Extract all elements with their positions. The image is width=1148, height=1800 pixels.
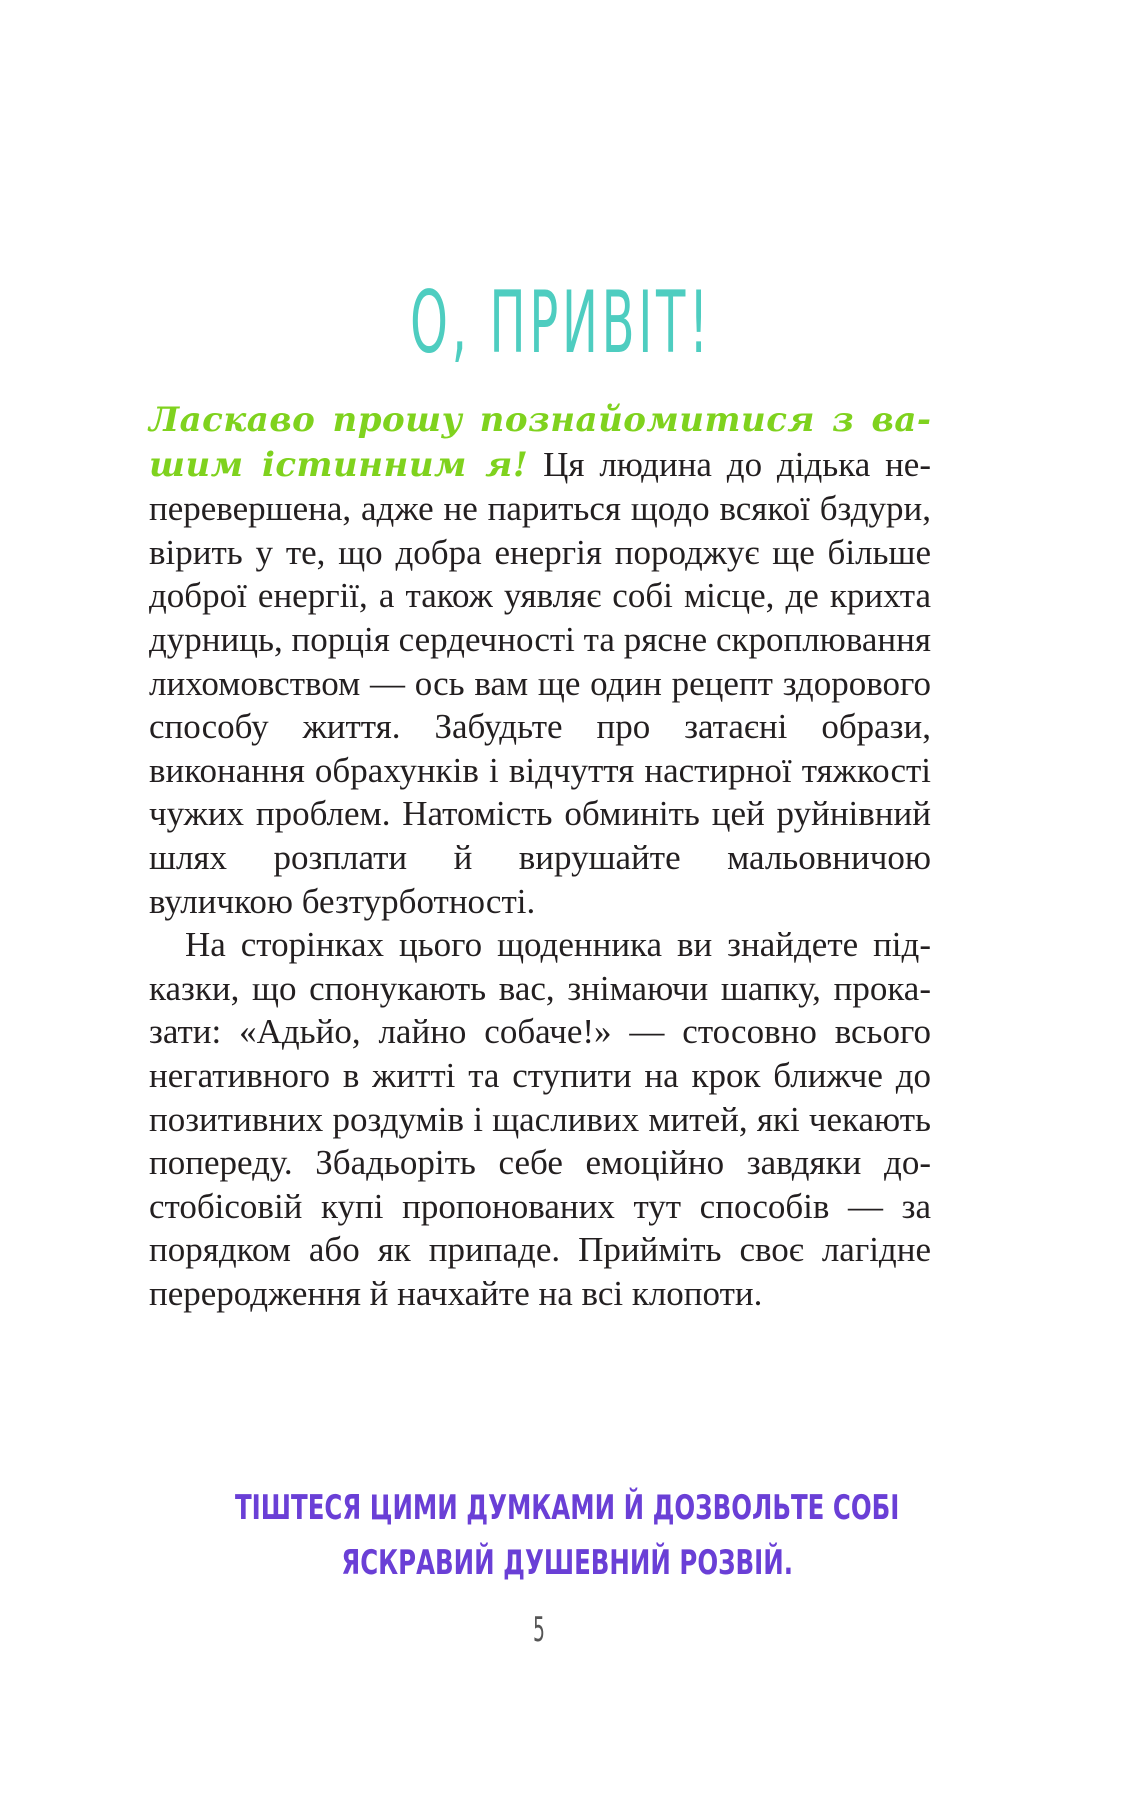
closing-callout: [108, 1481, 1026, 1591]
page-title: О, ПРИВІТ!: [410, 272, 713, 373]
paragraph-2: На сторінках цього щоденника ви знайдете підказки, що спонукають вас, знімаючи шапку, проказати: «Адьйо, лайно собаче!» — стосовно всього негативного в житті та ступити на крок ближче до позитивних роздумів і щасливих митей, які чекають попереду. Збадьоріть себе емоційно завдяки достобісовій купі пропонованих тут способів — за порядком або як припаде. Прийміть своє лагідне переродження й начхайте на всі клопоти.: [149, 925, 931, 1313]
lead-phrase: Ласкаво прошу познайомитися з вашим істинним я!: [149, 400, 931, 485]
paragraph-1-text: Ця людина до дідька неперевершена, адже не париться щодо всякої бздури, вірить у те, що добра енергія породжує ще більше доброї енергії, а також уявляє собі місце, де крихта дурниць, порція сердечності та рясне скроплювання лихомовством — ось вам ще один рецепт здорового способу життя. Забудьте про затаєні образи, виконання обрахунків і відчуття настирної тяжкості чужих проблем. Натомість обминіть цей руйнівний шлях розплати й вирушайте мальовничою вуличкою безтурботності.: [149, 444, 931, 921]
closing-line-2: ЯСКРАВИЙ ДУШЕВНИЙ РОЗВІЙ.: [341, 1543, 794, 1583]
body-text: [149, 398, 931, 1315]
page-number: 5: [533, 1610, 545, 1650]
paragraph-1: [149, 398, 931, 923]
closing-line-1: ТІШТЕСЯ ЦИМИ ДУМКАМИ Й ДОЗВОЛЬТЕ СОБІ: [234, 1488, 900, 1528]
